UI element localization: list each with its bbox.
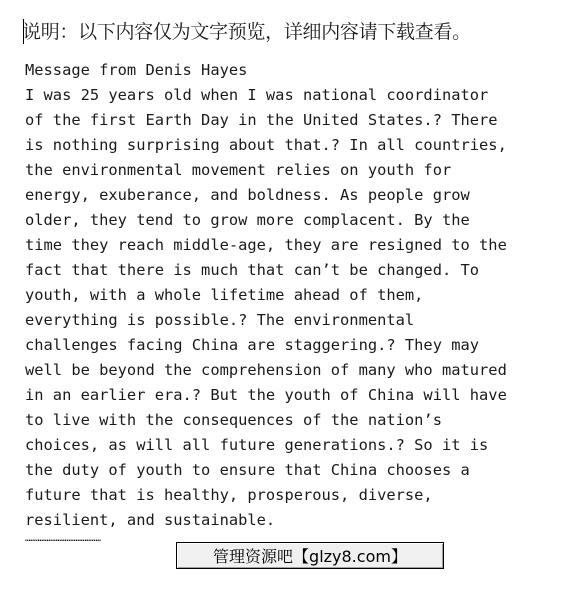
document-line: older, they tend to grow more complacent. By the — [25, 211, 470, 229]
document-line: youth, with a whole lifetime ahead of them, — [25, 286, 424, 304]
document-line: the environmental movement relies on youth for — [25, 161, 452, 179]
document-line: well be beyond the comprehension of many who matured — [25, 361, 507, 379]
document-line: time they reach middle-age, they are resigned to the — [25, 236, 507, 254]
source-link-button[interactable]: 管理资源吧【glzy8.com】 — [176, 542, 444, 569]
document-line: challenges facing China are staggering.? They may — [25, 336, 480, 354]
document-heading: Message from Denis Hayes — [25, 61, 248, 79]
document-line: to live with the consequences of the nation’s — [25, 411, 442, 429]
document-line: I was 25 years old when I was national coordinator — [25, 86, 489, 104]
document-line: the duty of youth to ensure that China chooses a — [25, 461, 470, 479]
document-line: choices, as will all future generations.? So it is — [25, 436, 489, 454]
document-line: resilient, and sustainable. — [25, 511, 276, 529]
document-line: in an earlier era.? But the youth of China will have — [25, 386, 507, 404]
document-line: everything is possible.? The environmental — [25, 311, 415, 329]
document-line: of the first Earth Day in the United States.? There — [25, 111, 498, 129]
document-line: is nothing surprising about that.? In all countries, — [25, 136, 507, 154]
document-body — [25, 58, 570, 533]
document-line: energy, exuberance, and boldness. As people grow — [25, 186, 470, 204]
dotted-leader: …………………………………… — [25, 534, 101, 544]
document-line: future that is healthy, prosperous, diverse, — [25, 486, 433, 504]
preview-notice: 说明：以下内容仅为文字预览，详细内容请下载查看。 — [22, 21, 471, 43]
document-line: fact that there is much that can’t be changed. To — [25, 261, 480, 279]
